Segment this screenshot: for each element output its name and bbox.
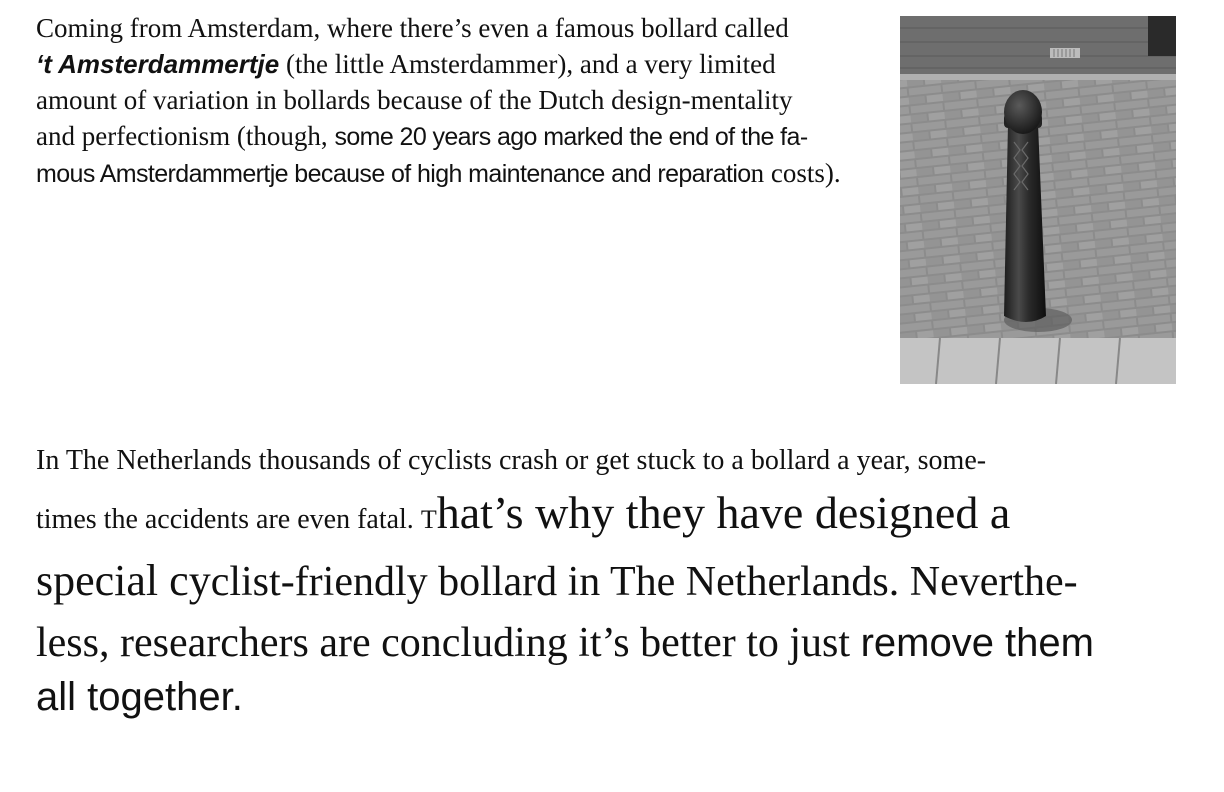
paragraph1-line5-serif: n costs). [750,158,841,188]
paragraph2-line2-small: times the accidents are even fatal. [36,504,421,535]
paragraph1-line3: amount of variation in bollards because of the Dutch design-mentality [36,85,793,115]
paragraph1-line2 [36,46,886,82]
paragraph-amsterdam-bollard [36,10,886,192]
paragraph1-line5-sans: mous Amsterdammertje because of high maintenance and reparatio [36,160,751,188]
paragraph2-line1: In The Netherlands thousands of cyclists crash or get stuck to a bollard a year, some- [36,445,987,476]
paragraph2-line4-serif: less, researchers are concluding it’s better to just [36,620,861,666]
paragraph2-line4 [36,612,1196,674]
paragraph2-line3-big: special cy [36,556,211,605]
paragraph2-line4-sans: remove them [860,621,1094,665]
paragraph2-line3 [36,551,1196,612]
bollard-photo [900,16,1176,384]
paragraph2-line2 [36,482,1196,551]
paragraph2-line2-smallcap: T [420,505,437,534]
paragraph2-line2-big: hat’s why they have designed a [436,487,1011,538]
paragraph2-line5: all together. [36,675,243,719]
amsterdammertje-term: ‘t Amsterdammertje [36,49,280,79]
paragraph1-line1: Coming from Amsterdam, where there’s even a famous bollard called [36,13,789,43]
paragraph1-line4 [36,118,886,155]
paragraph1-line5 [36,155,886,192]
paragraph1-line4-sans: some 20 years ago marked the end of the fa- [334,123,808,151]
paragraph1-line2-rest: (the little Amsterdammer), and a very limited [279,49,776,79]
paragraph-cyclist-bollard [36,440,1196,720]
paragraph2-line3-rest: clist-friendly bollard in The Netherlands. Neverthe- [210,559,1078,605]
paragraph1-line4-serif: and perfectionism (though, [36,121,335,151]
